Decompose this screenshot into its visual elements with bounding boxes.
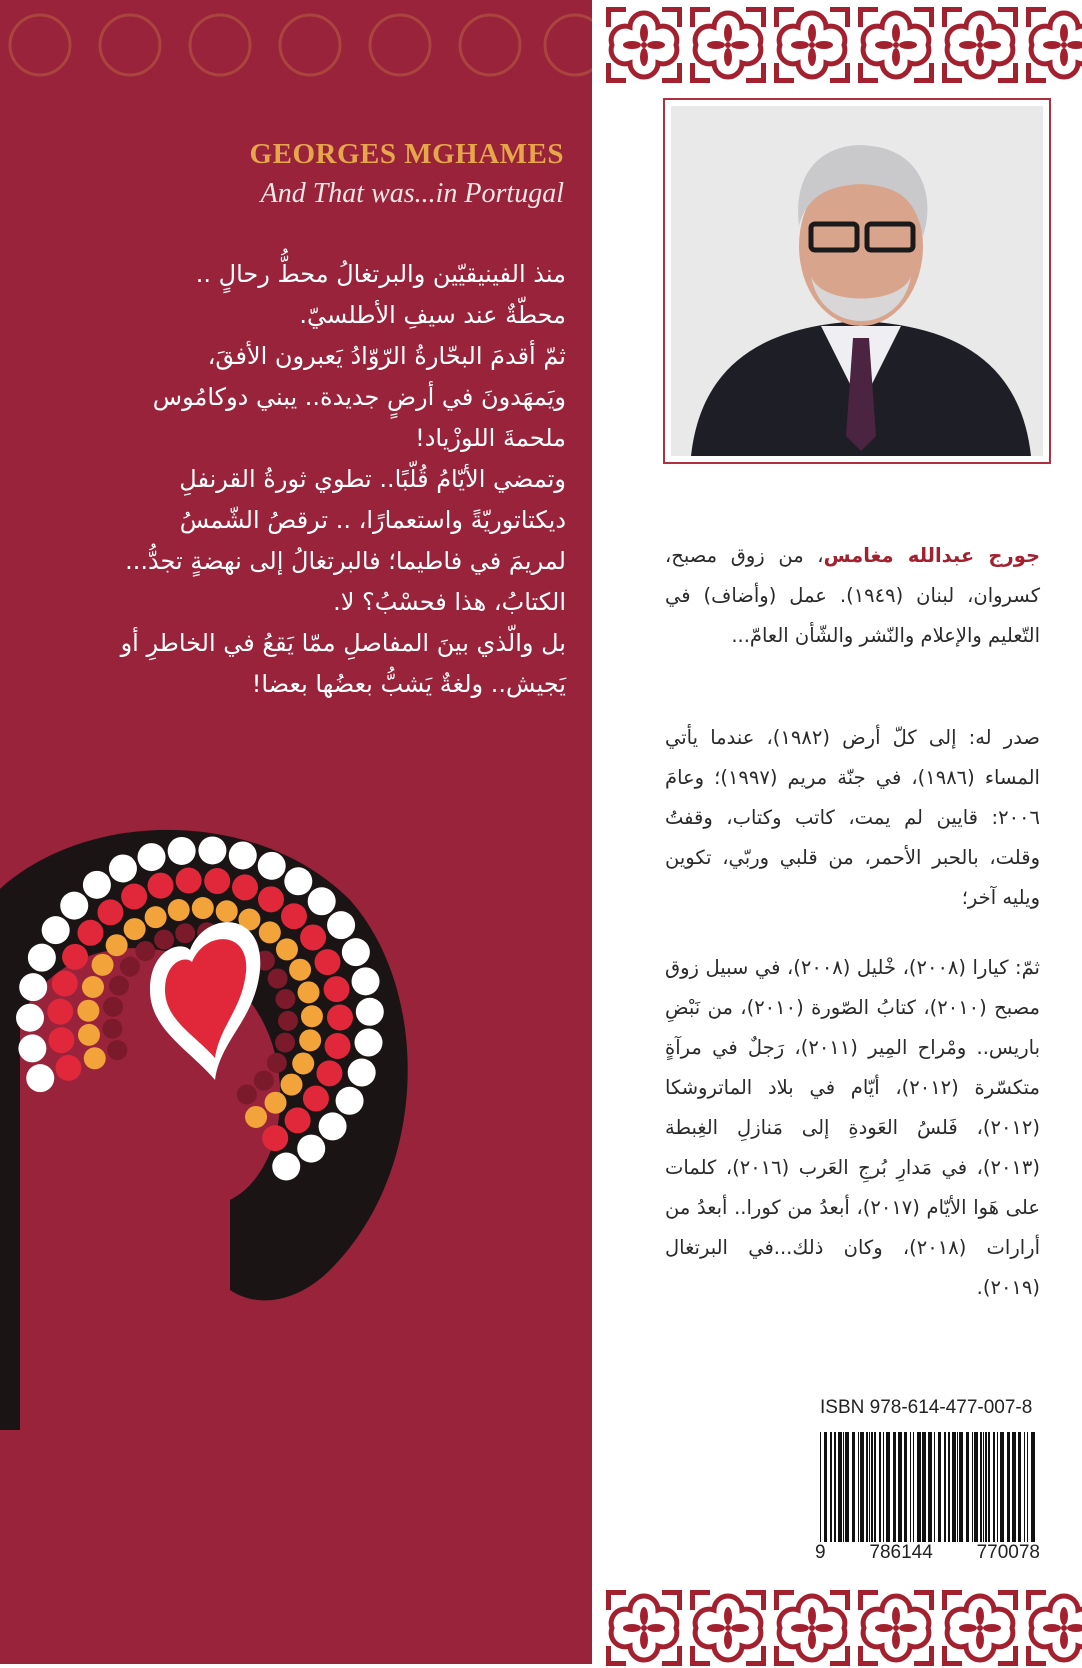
barcode-bar bbox=[838, 1432, 842, 1544]
barcode-bar bbox=[997, 1432, 998, 1544]
rooster-dot bbox=[258, 852, 286, 880]
barcode-digit-group: 9 bbox=[815, 1542, 826, 1563]
barcode-bar bbox=[879, 1432, 881, 1544]
rooster-dot bbox=[348, 1059, 376, 1087]
rooster-dot bbox=[275, 989, 295, 1009]
barcode-bar bbox=[944, 1432, 946, 1544]
rooster-dot bbox=[316, 1060, 342, 1086]
rooster-dot bbox=[262, 1125, 288, 1151]
rooster-dot bbox=[52, 970, 78, 996]
rooster-dot bbox=[300, 924, 326, 950]
ornament-tile bbox=[688, 1588, 768, 1668]
barcode-bar bbox=[983, 1432, 984, 1544]
rooster-dot bbox=[280, 1074, 302, 1096]
rooster-dot bbox=[138, 843, 166, 871]
barcode-bar bbox=[1018, 1432, 1021, 1544]
rooster-dot bbox=[109, 854, 137, 882]
barcode-bar bbox=[972, 1432, 973, 1544]
rooster-dot bbox=[232, 874, 258, 900]
rooster-dot bbox=[216, 900, 238, 922]
ornament-tile bbox=[772, 5, 852, 85]
blurb-line: منذ الفينيقيّين والبرتغالُ محطُّ رحالٍ .. bbox=[195, 260, 566, 288]
rooster-dot bbox=[268, 969, 288, 989]
ornament-tile bbox=[1024, 5, 1082, 85]
barcode-bar bbox=[1024, 1432, 1025, 1544]
rooster-dot bbox=[175, 923, 195, 943]
rooster-dot bbox=[301, 1005, 323, 1027]
barcode-bar bbox=[957, 1432, 958, 1544]
barcode-bar bbox=[904, 1432, 907, 1544]
rooster-dot bbox=[77, 920, 103, 946]
barcode-bar bbox=[824, 1432, 827, 1544]
rooster-dot bbox=[297, 1135, 325, 1163]
barcode-bar bbox=[993, 1432, 995, 1544]
barcode-digits bbox=[815, 1542, 1040, 1564]
rooster-dot bbox=[97, 899, 123, 925]
rooster-dot bbox=[314, 949, 340, 975]
rooster-dot bbox=[229, 841, 257, 869]
rooster-dot bbox=[275, 1033, 295, 1053]
ornament-tile bbox=[856, 1588, 936, 1668]
barcode-bar bbox=[898, 1432, 902, 1544]
rooster-dot bbox=[106, 934, 128, 956]
barcode-bar bbox=[934, 1432, 935, 1544]
barcode-bar bbox=[928, 1432, 932, 1544]
bio-text: ، من زوق مصبح، كسروان، لبنان (١٩٤٩). عمل (وأضاف) في التّعليم والإعلام والنّشر والشّأن العامّ... bbox=[665, 544, 1040, 647]
ornament-tile bbox=[604, 1588, 684, 1668]
ornament-tile bbox=[856, 5, 936, 85]
rooster-dot bbox=[176, 867, 202, 893]
rooster-dot bbox=[336, 1087, 364, 1115]
rooster-dot bbox=[16, 1004, 44, 1032]
rooster-dot bbox=[78, 1024, 100, 1046]
author-arabic-name: جورج عبدالله مغامس bbox=[823, 544, 1040, 567]
author-bio-intro bbox=[665, 536, 1040, 656]
barcode-bar bbox=[845, 1432, 849, 1544]
rooster-dot bbox=[272, 1153, 300, 1181]
barcode-digit-group: 786144 bbox=[869, 1542, 933, 1563]
rooster-dot bbox=[342, 938, 370, 966]
rooster-dot bbox=[258, 886, 284, 912]
barcode-bar bbox=[843, 1432, 844, 1544]
rooster-dot bbox=[168, 899, 190, 921]
author-photo bbox=[671, 106, 1043, 456]
barcode-bar bbox=[1031, 1432, 1035, 1544]
rooster-dot bbox=[19, 973, 47, 1001]
barcode-bar bbox=[917, 1432, 921, 1544]
barcode-bar bbox=[830, 1432, 832, 1544]
blurb-line: بل والّذي بينَ المفاصلِ ممّا يَقعُ في الخاطرِ أو bbox=[120, 629, 566, 657]
rooster-dot bbox=[319, 1112, 347, 1140]
barcode-bar bbox=[858, 1432, 859, 1544]
rooster-dot bbox=[198, 836, 226, 864]
rooster-dot bbox=[352, 967, 380, 995]
rooster-dot bbox=[285, 1107, 311, 1133]
rooster-dot bbox=[120, 957, 140, 977]
rooster-illustration bbox=[0, 790, 450, 1430]
barcode-bar bbox=[1012, 1432, 1016, 1544]
rooster-dot bbox=[42, 916, 70, 944]
blurb-line: لمريمَ في فاطيما؛ فالبرتغالُ إلى نهضةٍ تجدُّ... bbox=[125, 547, 566, 575]
rooster-dot bbox=[325, 1033, 351, 1059]
rooster-dot bbox=[77, 1000, 99, 1022]
rooster-dot bbox=[148, 873, 174, 899]
barcode-bar bbox=[922, 1432, 926, 1544]
faded-ornament-pattern bbox=[0, 0, 592, 90]
rooster-dot bbox=[278, 1011, 298, 1031]
rooster-dot bbox=[355, 1029, 383, 1057]
rooster-dot bbox=[121, 883, 147, 909]
rooster-dot bbox=[154, 930, 174, 950]
rooster-dot bbox=[47, 999, 73, 1025]
rooster-dot bbox=[204, 868, 230, 894]
rooster-dot bbox=[303, 1085, 329, 1111]
ornament-tile bbox=[1024, 1588, 1082, 1668]
barcode-bar bbox=[871, 1432, 873, 1544]
author-bio-works-1: صدر له: إلى كلّ أرض (١٩٨٢)، عندما يأتي المساء (١٩٨٦)، في جنّة مريم (١٩٩٧)؛ وعامَ ٢٠٠٦: قايين لم يمت، كاتب وكتاب، وقفتُ وقلت، بالحبر الأحمر، من قلبي وربّي، تكوين ويليه آخر؛ bbox=[665, 726, 1040, 909]
blurb-line: يَجيش.. ولغةٌ يَشبُّ بعضُها بعضا! bbox=[251, 670, 566, 698]
blurb-line: محطّةٌ عند سيفِ الأطلسيّ. bbox=[299, 301, 566, 329]
rooster-dot bbox=[267, 1053, 287, 1073]
rooster-dot bbox=[327, 911, 355, 939]
barcode-bar bbox=[860, 1432, 864, 1544]
barcode-bar bbox=[893, 1432, 896, 1544]
rooster-dot bbox=[92, 954, 114, 976]
barcode-bar bbox=[985, 1432, 987, 1544]
rooster-dot bbox=[48, 1027, 74, 1053]
barcode-bar bbox=[886, 1432, 890, 1544]
barcode-bar bbox=[866, 1432, 868, 1544]
isbn-label: ISBN 978-614-477-007-8 bbox=[820, 1397, 1033, 1418]
rooster-dot bbox=[292, 1052, 314, 1074]
barcode-bar bbox=[1007, 1432, 1010, 1544]
blurb-line: ثمّ أقدمَ البحّارةُ الرّوّادُ يَعبرون الأفقَ، bbox=[207, 342, 566, 370]
rooster-dot bbox=[103, 997, 123, 1017]
rooster-dot bbox=[82, 976, 104, 998]
rooster-dot bbox=[324, 976, 350, 1002]
barcode-bar bbox=[1027, 1432, 1028, 1544]
rooster-dot bbox=[124, 918, 146, 940]
barcode-bar bbox=[910, 1432, 911, 1544]
rooster-dot bbox=[145, 906, 167, 928]
blurb-line: الكتابُ، هذا فحسْبُ؟ لا. bbox=[333, 588, 566, 616]
rooster-dot bbox=[62, 944, 88, 970]
rooster-dot bbox=[259, 921, 281, 943]
barcode-bar bbox=[820, 1432, 821, 1544]
rooster-dot bbox=[276, 938, 298, 960]
english-author-name: GEORGES MGHAMES bbox=[249, 138, 564, 170]
barcode-bar bbox=[834, 1432, 836, 1544]
rooster-dot bbox=[289, 959, 311, 981]
author-bio-works-2: ثمّ: كيارا (٢٠٠٨)، خْليل (٢٠٠٨)، في سبيل زوق مصبح (٢٠١٠)، كتابُ الصّورة (٢٠١٠)، من نَبْضِ باريس.. ومْراح المِير (٢٠١١)، رَجلٌ في مرآةٍ متكسّرة (٢٠١٢)، أيّام في بلاد الماتروشكا (٢٠١٢)، فَلسُ العَودةِ إلى مَنازلِ الغِبطة (٢٠١٣)، في مَدارِ بُرجِ العَرب (٢٠١٦)، كلمات على هَوا الأيّام (٢٠١٧)، أبعدُ من كورا.. أبعدُ من أرارات (٢٠١٨)، وكان ذلك...في البرتغال (٢٠١٩). bbox=[665, 956, 1041, 1299]
barcode-bar bbox=[952, 1432, 956, 1544]
top-tile-border bbox=[604, 5, 1082, 85]
barcode-bar bbox=[959, 1432, 963, 1544]
barcode-bar bbox=[974, 1432, 978, 1544]
ornament-tile bbox=[772, 1588, 852, 1668]
rooster-dot bbox=[83, 871, 111, 899]
english-book-title: And That was...in Portugal bbox=[260, 178, 564, 209]
ornament-tile bbox=[604, 5, 684, 85]
rooster-dot bbox=[356, 998, 384, 1026]
ornament-tile bbox=[940, 5, 1020, 85]
rooster-dot bbox=[327, 1005, 353, 1031]
rooster-dot bbox=[109, 976, 129, 996]
barcode-bar bbox=[874, 1432, 876, 1544]
barcode bbox=[820, 1432, 1035, 1554]
rooster-dot bbox=[299, 1029, 321, 1051]
barcode-bar bbox=[852, 1432, 855, 1544]
rooster-dot bbox=[107, 1040, 127, 1060]
rooster-dot bbox=[265, 1092, 287, 1114]
rooster-dot bbox=[284, 867, 312, 895]
rooster-dot bbox=[168, 837, 196, 865]
barcode-bar bbox=[883, 1432, 884, 1544]
blurb-line: وتمضي الأيّامُ قُلّبًا.. تطوي ثورةُ القرنفلِ bbox=[179, 465, 566, 493]
rooster-dot bbox=[60, 892, 88, 920]
barcode-bar bbox=[913, 1432, 914, 1544]
rooster-dot bbox=[308, 887, 336, 915]
barcode-bar bbox=[948, 1432, 950, 1544]
barcode-digit-group: 770078 bbox=[976, 1542, 1040, 1563]
blurb-line: ديكتاتوريّةً واستعمارًا، .. ترقصُ الشّمسُ bbox=[179, 506, 566, 534]
barcode-bar bbox=[1000, 1432, 1004, 1544]
ornament-tile bbox=[688, 5, 768, 85]
blurb-line: ويَمهَدونَ في أرضٍ جديدة.. يبني دوكامُوس bbox=[152, 383, 566, 411]
barcode-bar bbox=[988, 1432, 990, 1544]
rooster-dot bbox=[26, 1064, 54, 1092]
author-photo-frame bbox=[663, 98, 1051, 464]
barcode-bar bbox=[869, 1432, 870, 1544]
rooster-dot bbox=[237, 1084, 257, 1104]
rooster-dot bbox=[102, 1019, 122, 1039]
rooster-dot bbox=[192, 897, 214, 919]
rooster-dot bbox=[84, 1047, 106, 1069]
rooster-dot bbox=[55, 1055, 81, 1081]
rooster-dot bbox=[28, 944, 56, 972]
barcode-bar bbox=[980, 1432, 982, 1544]
bottom-tile-border bbox=[604, 1588, 1082, 1668]
rooster-dot bbox=[254, 1071, 274, 1091]
rooster-dot bbox=[135, 941, 155, 961]
rooster-dot bbox=[245, 1106, 267, 1128]
barcode-bar bbox=[938, 1432, 941, 1544]
ornament-tile bbox=[940, 1588, 1020, 1668]
blurb-line: ملحمةَ اللوزْياد! bbox=[415, 424, 566, 452]
arabic-blurb bbox=[46, 254, 566, 705]
barcode-bar bbox=[966, 1432, 969, 1544]
rooster-dot bbox=[281, 903, 307, 929]
rooster-dot bbox=[298, 981, 320, 1003]
rooster-dot bbox=[18, 1034, 46, 1062]
